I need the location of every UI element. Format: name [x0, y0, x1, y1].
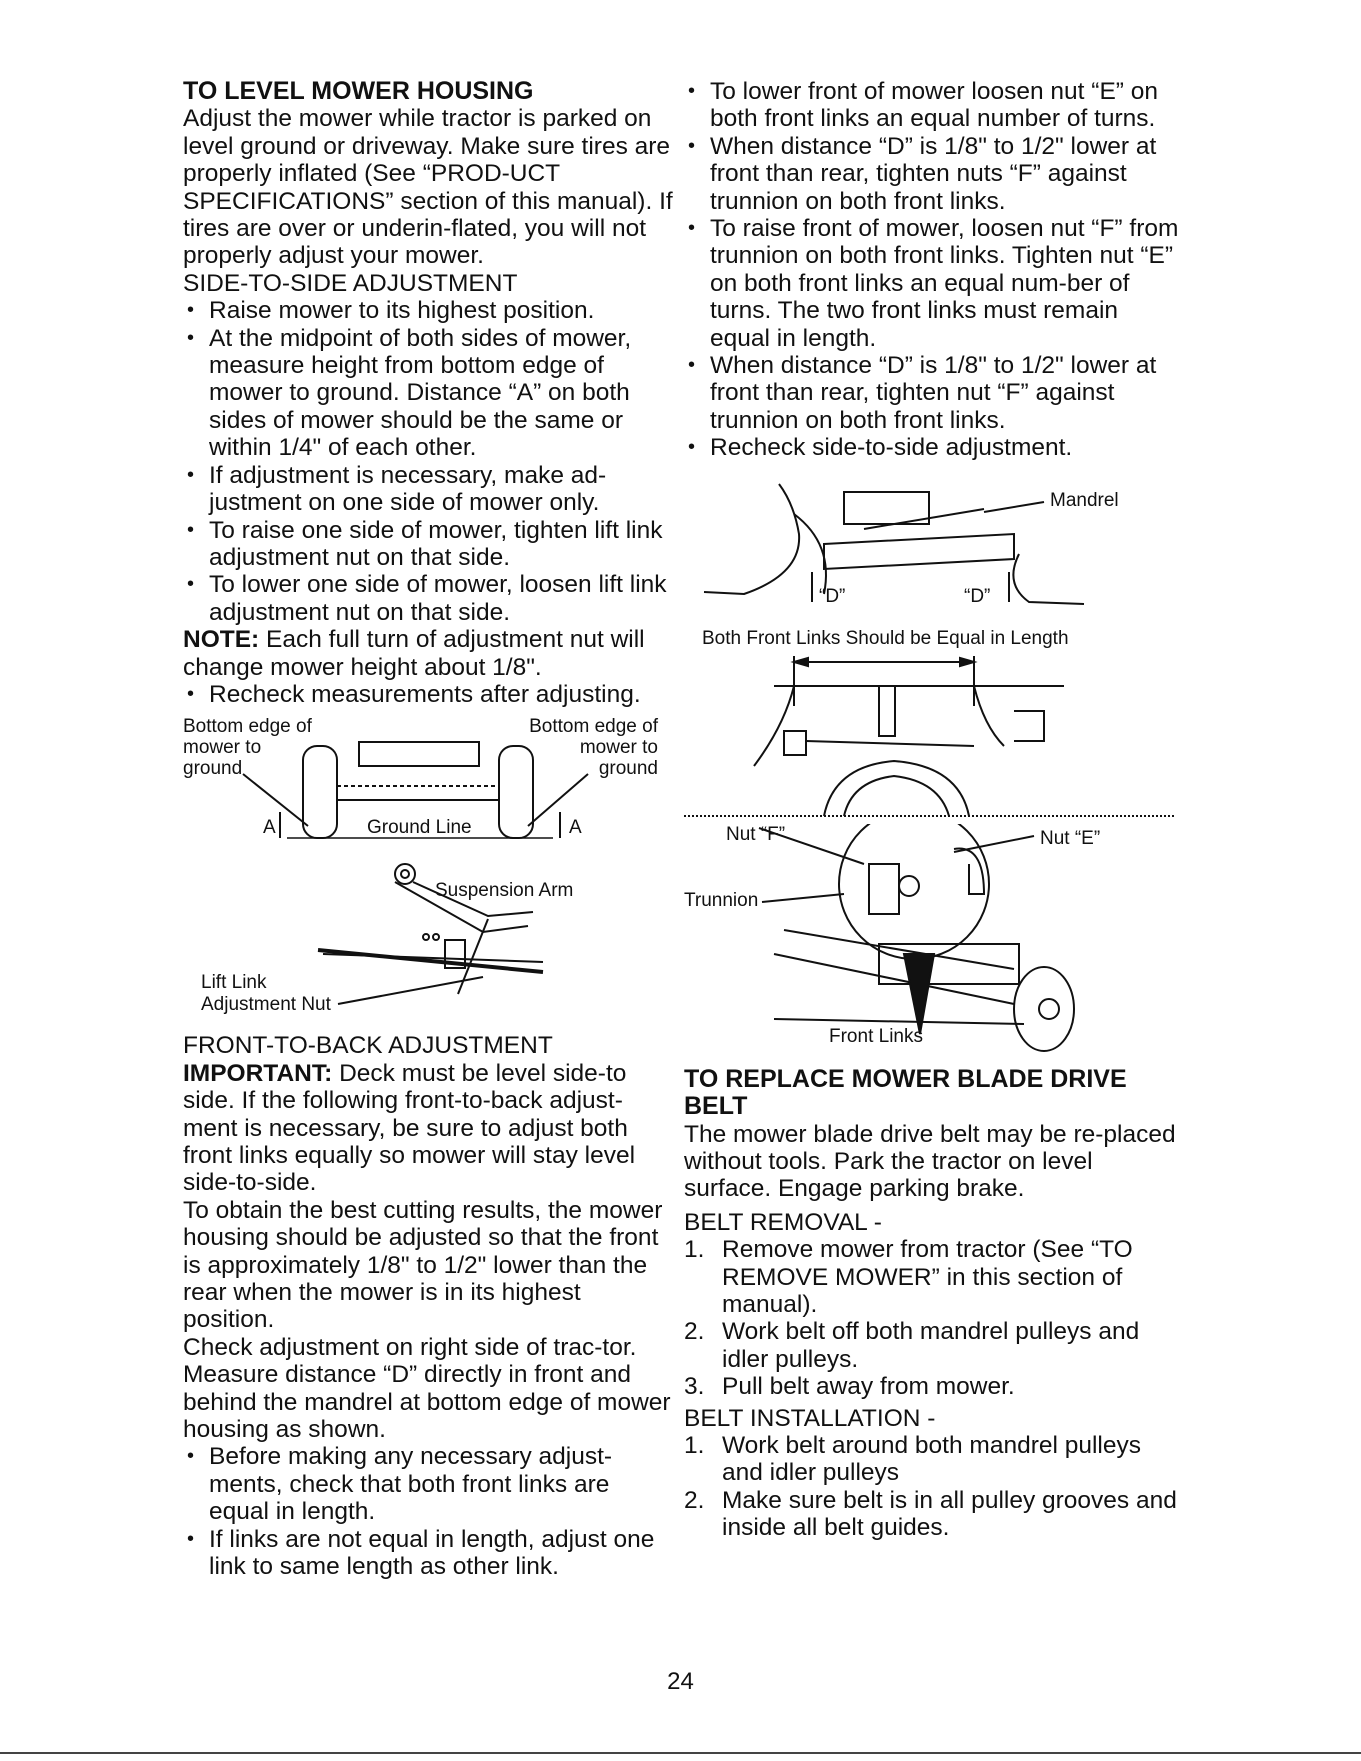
note-paragraph: [183, 626, 673, 681]
step-text: Make sure belt is in all pulley grooves and inside all belt guides.: [722, 1486, 1177, 1542]
front-adjust-list: [684, 78, 1184, 462]
list-item: • Recheck side-to-side adjustment.: [684, 434, 1184, 461]
list-item: • To raise front of mower, loosen nut “F” from trunnion on both front links. Tighten nut “E” on both front links an equal num-ber of turns. The two front links must remain equal in length.: [684, 215, 1184, 352]
list-item: [684, 1318, 1184, 1373]
replace-belt-intro: The mower blade drive belt may be re-placed without tools. Park the tractor on level surface. Engage parking brake.: [684, 1120, 1176, 1203]
replace-belt-heading: TO REPLACE MOWER BLADE DRIVE BELT: [684, 1064, 1127, 1121]
belt-removal-heading: BELT REMOVAL -: [684, 1208, 882, 1236]
list-item: [684, 1432, 1184, 1487]
list-item: • To lower front of mower loosen nut “E” on both front links an equal number of turns.: [684, 78, 1184, 133]
distance-d-left-label: “D”: [819, 585, 846, 607]
list-item: [684, 1487, 1184, 1542]
front-links-equal-drawing: [684, 656, 1174, 818]
side-to-side-list: [183, 297, 673, 626]
step-text: Pull belt away from mower.: [722, 1373, 1015, 1401]
list-item: • If adjustment is necessary, make ad-justment on one side of mower only.: [183, 462, 673, 517]
belt-removal-list: [684, 1236, 1184, 1400]
page-number: 24: [667, 1668, 694, 1695]
trunnion-label: Trunnion: [684, 889, 759, 911]
trunnion-drawing: [684, 824, 1174, 1052]
nut-e-label: Nut “E”: [1040, 827, 1101, 849]
trunnion-figure: [684, 824, 1174, 1052]
list-item: • If links are not equal in length, adjust one link to same length as other link.: [183, 1526, 673, 1581]
step-number: 3.: [684, 1373, 705, 1401]
suspension-arm-label: Suspension Arm: [435, 880, 574, 902]
front-to-back-heading: FRONT-TO-BACK ADJUSTMENT: [183, 1032, 553, 1060]
ground-line-label: Ground Line: [367, 817, 472, 839]
bottom-divider: [0, 1752, 1361, 1754]
adjustment-nut-label: Adjustment Nut: [201, 994, 331, 1016]
nut-f-label: Nut “F”: [726, 823, 786, 845]
step-number: 1.: [684, 1236, 705, 1264]
mandrel-label: Mandrel: [1050, 489, 1119, 511]
side-to-side-heading: SIDE-TO-SIDE ADJUSTMENT: [183, 269, 518, 297]
list-item: • When distance “D” is 1/8" to 1/2" lower at front than rear, tighten nut “F” against trunnion on both front links.: [684, 352, 1184, 434]
best-results-text: To obtain the best cutting results, the mower housing should be adjusted so that the front is approximately 1/8" to 1/2" lower than the rear when the mower is in its highest position.: [183, 1196, 663, 1334]
step-text: Work belt around both mandrel pulleys and idler pulleys: [722, 1431, 1142, 1487]
list-item: • Recheck measurements after adjusting.: [183, 681, 673, 708]
check-adjustment-text: Check adjustment on right side of trac-tor. Measure distance “D” directly in front and behind the mandrel at bottom edge of mower housing as shown.: [183, 1333, 671, 1444]
front-to-back-list: [183, 1443, 673, 1580]
belt-installation-heading: BELT INSTALLATION -: [684, 1404, 936, 1432]
distance-d-right-label: “D”: [964, 585, 991, 607]
ground-line-figure: [183, 716, 663, 848]
list-item: • To lower one side of mower, loosen lift link adjustment nut on that side.: [183, 571, 673, 626]
distance-a-right-label: A: [569, 817, 582, 839]
important-text: Deck must be level side-to side. If the following front-to-back adjust-ment is necessary, be sure to adjust both front links equally so mower will stay level side-to-side.: [183, 1059, 636, 1197]
list-item: • Before making any necessary adjust-ments, check that both front links are equal in length.: [183, 1443, 673, 1525]
list-item: [684, 1236, 1184, 1318]
note-label: NOTE:: [183, 626, 260, 654]
distance-a-left-label: A: [263, 817, 276, 839]
list-item: • Raise mower to its highest position.: [183, 297, 673, 324]
step-number: 2.: [684, 1318, 705, 1346]
step-text: Remove mower from tractor (See “TO REMOVE MOWER” in this section of manual).: [722, 1236, 1133, 1318]
bottom-edge-left-label: Bottom edge of mower to ground: [183, 716, 312, 780]
step-number: 2.: [684, 1486, 705, 1514]
recheck-list: [183, 681, 673, 708]
list-item: [684, 1373, 1184, 1400]
equal-length-caption: Both Front Links Should be Equal in Length: [702, 627, 1069, 649]
list-item: • When distance “D” is 1/8" to 1/2" lower at front than rear, tighten nuts “F” against trunnion on both front links.: [684, 133, 1184, 215]
note-text: Each full turn of adjustment nut will change mower height about 1/8".: [183, 626, 645, 681]
level-mower-heading: TO LEVEL MOWER HOUSING: [183, 77, 534, 105]
right-column: [684, 78, 1184, 1542]
front-links-equal-figure: [684, 656, 1174, 818]
level-intro-text: Adjust the mower while tractor is parked on level ground or driveway. Make sure tires are properly inflated (See “PROD-UCT SPECIFICATIONS” section of this manual). If tires are over or underin-flated, you will not properly adjust your mower.: [183, 105, 673, 270]
list-item: • To raise one side of mower, tighten lift link adjustment nut on that side.: [183, 517, 673, 572]
lift-link-label: Lift Link: [201, 972, 267, 994]
front-links-label: Front Links: [829, 1025, 923, 1047]
bottom-edge-right-label: Bottom edge of mower to ground: [529, 716, 658, 780]
important-label: IMPORTANT:: [183, 1059, 333, 1087]
belt-installation-list: [684, 1432, 1184, 1542]
step-text: Work belt off both mandrel pulleys and idler pulleys.: [722, 1318, 1140, 1373]
important-paragraph: [183, 1060, 673, 1197]
step-number: 1.: [684, 1431, 705, 1459]
left-column: [183, 78, 673, 1580]
list-item: • At the midpoint of both sides of mower, measure height from bottom edge of mower to ground. Distance “A” on both sides of mower should be the same or within 1/4" of each other.: [183, 325, 673, 462]
suspension-arm-figure: [183, 854, 663, 1024]
mandrel-figure: [684, 474, 1174, 624]
